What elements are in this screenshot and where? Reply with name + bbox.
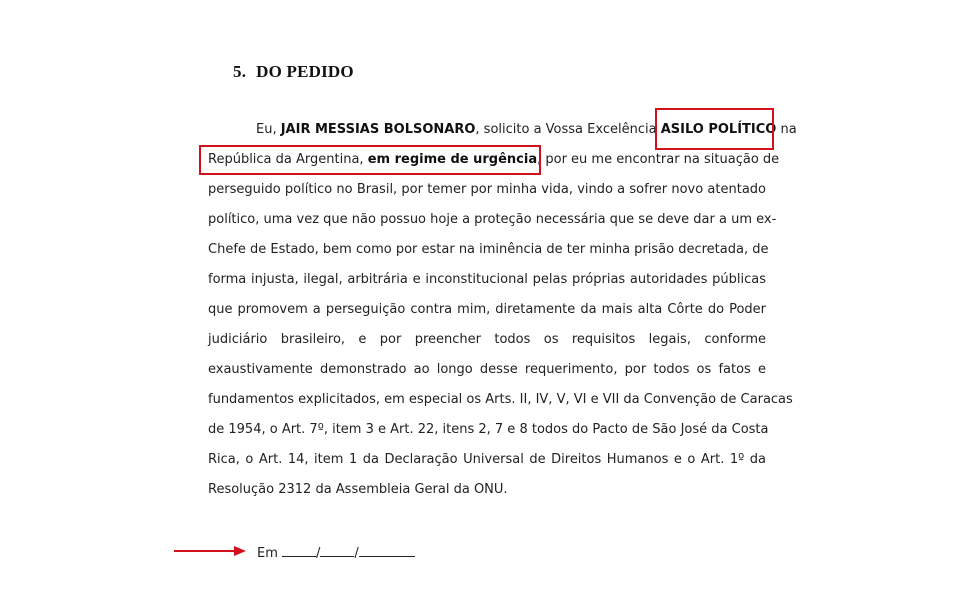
- section-title: DO PEDIDO: [256, 62, 354, 81]
- paragraph-line: político, uma vez que não possuo hoje a proteção necessária que se deve dar a um ex-: [208, 212, 777, 227]
- section-number: 5.: [233, 62, 247, 81]
- asylum-highlight-box: [655, 108, 774, 150]
- paragraph-line: perseguido político no Brasil, por temer por minha vida, vindo a sofrer novo atentado: [208, 182, 766, 197]
- paragraph-line: judiciário brasileiro, e por preencher todos os requisitos legais, conforme: [208, 332, 766, 347]
- paragraph-line-1: Eu, JAIR MESSIAS BOLSONARO, solicito a Vossa Excelência ASILO POLÍTICO na: [256, 122, 797, 137]
- date-field: Em / /: [257, 544, 415, 563]
- month-blank[interactable]: [320, 544, 354, 557]
- red-arrow-icon: [172, 544, 248, 558]
- paragraph-line-2: República da Argentina, em regime de urgência, por eu me encontrar na situação de: [208, 152, 780, 167]
- urgency-highlight-box: [199, 145, 541, 175]
- paragraph-line: que promovem a perseguição contra mim, diretamente da mais alta Côrte do Poder: [208, 302, 766, 317]
- urgency-term: em regime de urgência: [367, 152, 538, 167]
- paragraph-line: Rica, o Art. 14, item 1 da Declaração Universal de Direitos Humanos e o Art. 1º da: [208, 452, 766, 467]
- petitioner-name: JAIR MESSIAS BOLSONARO: [280, 122, 476, 137]
- paragraph-line: Resolução 2312 da Assembleia Geral da ONU.: [208, 482, 508, 497]
- date-label: Em: [257, 546, 283, 561]
- paragraph-line: Chefe de Estado, bem como por estar na iminência de ter minha prisão decretada, de: [208, 242, 769, 257]
- asylum-term: ASILO POLÍTICO: [660, 122, 777, 137]
- paragraph-line: de 1954, o Art. 7º, item 3 e Art. 22, itens 2, 7 e 8 todos do Pacto de São José da Costa: [208, 422, 769, 437]
- paragraph-line: fundamentos explicitados, em especial os Arts. II, IV, V, VI e VII da Convenção de Caracas: [208, 392, 793, 407]
- paragraph-line: exaustivamente demonstrado ao longo desse requerimento, por todos os fatos e: [208, 362, 766, 377]
- section-heading: [233, 62, 354, 82]
- paragraph-line: forma injusta, ilegal, arbitrária e inconstitucional pelas próprias autoridades públicas: [208, 272, 766, 287]
- day-blank[interactable]: [282, 544, 316, 557]
- year-blank[interactable]: [359, 544, 415, 557]
